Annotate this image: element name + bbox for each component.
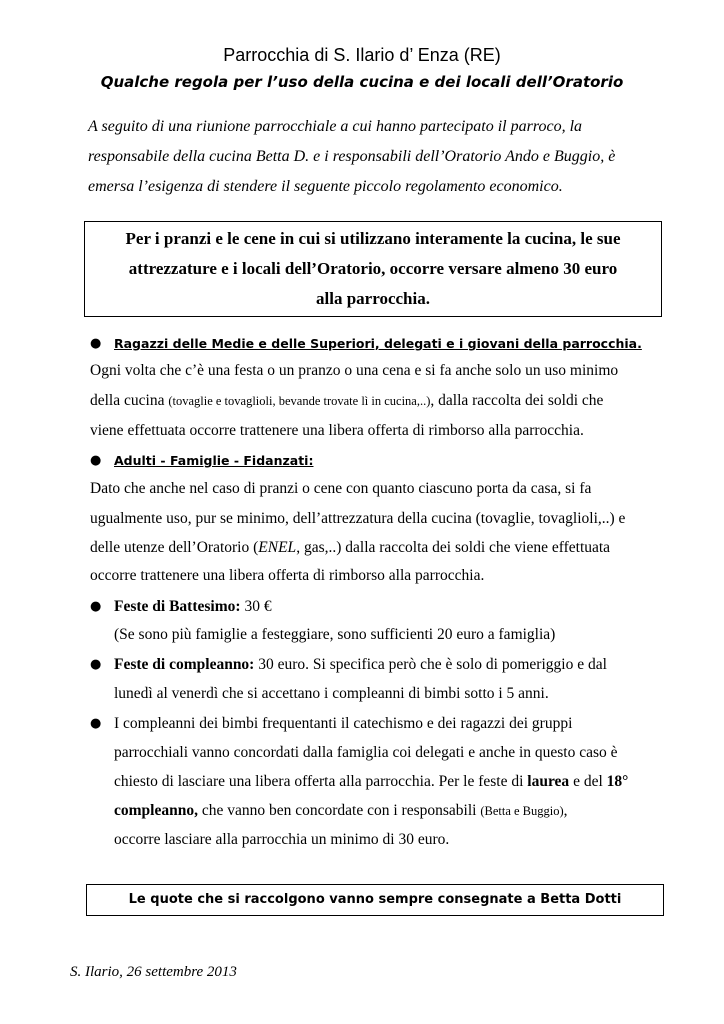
battesimo-label: Feste di Battesimo: — [114, 598, 241, 615]
bullet-icon: ● — [90, 657, 102, 672]
document-title: Parrocchia di S. Ilario d’ Enza (RE) — [223, 45, 501, 65]
catechismo-text: che vanno ben concordate con i responsabili — [197, 802, 481, 819]
catechismo-18: 18° — [606, 773, 629, 790]
intro-line: A seguito di una riunione parrocchiale a cui hanno partecipato il parroco, la — [88, 118, 583, 135]
catechismo-text: , — [563, 802, 568, 819]
ragazzi-note: (tovaglie e tovaglioli, bevande trovate lì in cucina,..) — [168, 394, 431, 408]
highlight-line: attrezzature e i locali dell’Oratorio, occorre versare almeno 30 euro — [128, 259, 618, 278]
compleanno-text: 30 euro. Si specifica però che è solo di pomeriggio e dal — [254, 656, 607, 673]
catechismo-line: occorre lasciare alla parrocchia un minimo di 30 euro. — [114, 831, 450, 848]
catechismo-laurea: laurea — [527, 773, 570, 790]
ragazzi-text: , dalla raccolta dei soldi che — [430, 392, 604, 409]
adulti-line: Dato che anche nel caso di pranzi o cene con quanto ciascuno porta da casa, si fa — [90, 480, 592, 497]
bullet-icon: ● — [90, 716, 102, 731]
adulti-line — [90, 538, 610, 558]
closing-box: Le quote che si raccolgono vanno sempre consegnate a Betta Dotti — [86, 884, 664, 916]
adulti-line: occorre trattenere una libera offerta di rimborso alla parrocchia. — [90, 567, 485, 584]
catechismo-note: (Betta e Buggio) — [480, 804, 564, 818]
highlight-box — [84, 221, 662, 317]
catechismo-line — [114, 801, 568, 821]
ragazzi-text: della cucina — [90, 392, 169, 409]
section-heading-ragazzi: Ragazzi delle Medie e delle Superiori, delegati e i giovani della parrocchia. — [114, 336, 642, 351]
bullet-icon: ● — [90, 453, 102, 468]
catechismo-line: I compleanni dei bimbi frequentanti il catechismo e dei ragazzi dei gruppi — [114, 715, 573, 732]
bullet-icon: ● — [90, 336, 102, 351]
section-heading-adulti: Adulti - Famiglie - Fidanzati: — [114, 453, 314, 468]
battesimo-line — [114, 597, 272, 617]
battesimo-value: 30 € — [240, 598, 272, 615]
ragazzi-line: viene effettuata occorre trattenere una libera offerta di rimborso alla parrocchia. — [90, 422, 584, 439]
intro-line: responsabile della cucina Betta D. e i responsabili dell’Oratorio Ando e Buggio, è — [88, 148, 616, 165]
document-subtitle: Qualche regola per l’uso della cucina e dei locali dell’Oratorio — [100, 73, 624, 91]
intro-paragraph — [88, 112, 688, 202]
adulti-line: ugualmente uso, pur se minimo, dell’attrezzatura della cucina (tovaglie, tovaglioli,..) e — [90, 510, 626, 527]
catechismo-compleanno: compleanno, — [114, 802, 198, 819]
adulti-enel: ENEL — [258, 539, 297, 556]
compleanno-line — [114, 655, 607, 675]
highlight-line: Per i pranzi e le cene in cui si utilizzano interamente la cucina, le sue — [125, 229, 621, 248]
ragazzi-line: Ogni volta che c’è una festa o un pranzo o una cena e si fa anche solo un uso minimo — [90, 362, 619, 379]
catechismo-text: e del — [569, 773, 607, 790]
catechismo-line — [114, 772, 628, 792]
compleanno-line: lunedì al venerdì che si accettano i compleanni di bimbi sotto i 5 anni. — [114, 685, 549, 702]
battesimo-note: (Se sono più famiglie a festeggiare, sono sufficienti 20 euro a famiglia) — [114, 626, 556, 643]
highlight-line: alla parrocchia. — [316, 289, 430, 308]
catechismo-line: parrocchiali vanno concordati dalla famiglia coi delegati e anche in questo caso è — [114, 744, 618, 761]
bullet-icon: ● — [90, 599, 102, 614]
intro-line: emersa l’esigenza di stendere il seguente piccolo regolamento economico. — [88, 178, 563, 195]
ragazzi-line — [90, 391, 603, 411]
compleanno-label: Feste di compleanno: — [114, 656, 255, 673]
footer-date: S. Ilario, 26 settembre 2013 — [70, 964, 237, 980]
catechismo-text: chiesto di lasciare una libera offerta alla parrocchia. Per le feste di — [114, 773, 528, 790]
adulti-text: delle utenze dell’Oratorio ( — [90, 539, 259, 556]
adulti-text: , gas,..) dalla raccolta dei soldi che viene effettuata — [296, 539, 611, 556]
